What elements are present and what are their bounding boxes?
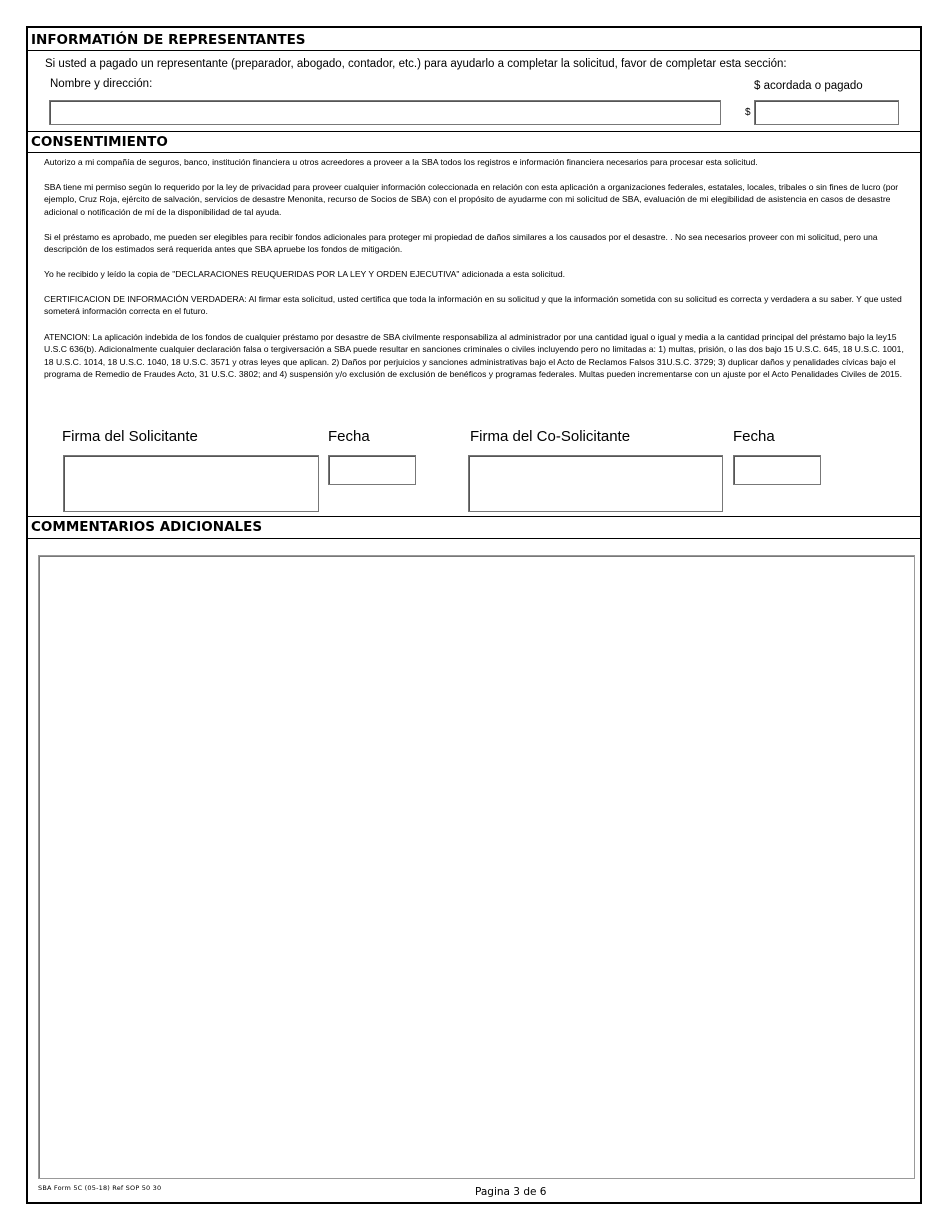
consent-paragraph-privacy: SBA tiene mi permiso según lo requerido por la ley de privacidad para proveer cualquier información coleccionada en relación con esta aplicación a organizaciones federales, estatales, locales, tribales o sin fines de lucro (por ejemplo, Cruz Roja, ejército de salvación, servicios de desastre Menonita, recurso de Socios de SBA) con el propósito de ayudarme con mi solicitud de SBA, evaluación de mi elegibilidad de asistencia en casos de desastre adicional o notificación de mí de la disponibilidad de tal ayuda. [44, 182, 899, 217]
additional-comments-textarea[interactable] [38, 555, 915, 1179]
divider [28, 152, 920, 153]
coapplicant-signature-field[interactable] [468, 455, 723, 512]
applicant-signature-field[interactable] [63, 455, 319, 512]
coapplicant-date-label: Fecha [733, 428, 775, 445]
comments-section-title: COMMENTARIOS ADICIONALES [31, 519, 263, 535]
divider [28, 50, 920, 51]
consent-paragraph-mitigation: Si el préstamo es aprobado, me pueden ser elegibles para recibir fondos adicionales para proteger mi propiedad de daños similares a los causados por el desastre. . No sea necesarios proveer con mi solicitud, pero una descripción de los estimados será requerida antes que SBA apruebe los fondos de mitigación. [44, 232, 878, 255]
coapplicant-date-field[interactable] [733, 455, 821, 485]
representative-amount-input[interactable] [754, 100, 899, 125]
amount-label: $ acordada o pagado [754, 80, 863, 92]
consent-paragraph-authorization: Autorizo a mi compañía de seguros, banco, institución financiera u otros acreedores a proveer a la SBA todos los registros e información financiera necesarios para procesar esta solicitud. [44, 157, 758, 167]
representative-name-address-input[interactable] [49, 100, 721, 125]
consent-paragraph-certification: CERTIFICACION DE INFORMACIÓN VERDADERA: Al firmar esta solicitud, usted certifica que toda la información en su solicitud y que la información sometida con su solicitud es correcta y verdadera a su saber. Y que usted someterá información correcta en el futuro. [44, 294, 902, 317]
consent-paragraph-warning: ATENCION: La aplicación indebida de los fondos de cualquier préstamo por desastre de SBA civilmente responsabiliza al administrador por una cantidad igual o igual y media a la cantidad principal del préstamo bajo la ley15 U.S.C 636(b). Adicionalmente cualquier declaración falsa o tergiversación a SBA puede resultar en sanciones criminales o civiles incluyendo pero no limitadas a: 1) multas, prisión, o las dos bajo 15 U.S.C. 645, 18 U.S.C. 1001, 18 U.S.C. 1014, 18 U.S.C. 1040, 18 U.S.C. 3571 y otras leyes que aplican. 2) Daños por perjuicios y sanciones administrativas bajo el Acto de Reclamos Falsos 31U.S.C. 3729; 3) duplicar daños y penalidades cívicas bajo el programa de Remedio de Fraudes Acto, 31 U.S.C. 3802; and 4) suspensión y/o exclusión de exclusión de benéficos y programas federales. Multas pueden incrementarse con un ajuste por el Acto Penalidades Civiles de 2015. [44, 332, 904, 380]
name-address-label: Nombre y dirección: [50, 78, 153, 90]
form-page [26, 26, 922, 1204]
divider [28, 538, 920, 539]
applicant-date-label: Fecha [328, 428, 370, 445]
representatives-intro-text: Si usted a pagado un representante (preparador, abogado, contador, etc.) para ayudarlo a completar la solicitud, favor de completar esta sección: [45, 58, 787, 70]
consent-paragraph-declarations: Yo he recibido y leído la copia de "DECLARACIONES REUQUERIDAS POR LA LEY Y ORDEN EJECUTIVA" adicionada a esta solicitud. [44, 269, 566, 279]
applicant-date-field[interactable] [328, 455, 416, 485]
currency-symbol: $ [745, 107, 751, 118]
consent-section-title: CONSENTIMIENTO [31, 134, 168, 150]
page-number: Pagina 3 de 6 [475, 1186, 547, 1198]
representatives-section-title: INFORMATIÓN DE REPRESENTANTES [31, 32, 306, 48]
form-reference: SBA Form 5C (05-18) Ref SOP 50 30 [38, 1184, 162, 1192]
coapplicant-signature-label: Firma del Co-Solicitante [470, 428, 631, 445]
applicant-signature-label: Firma del Solicitante [62, 428, 198, 445]
